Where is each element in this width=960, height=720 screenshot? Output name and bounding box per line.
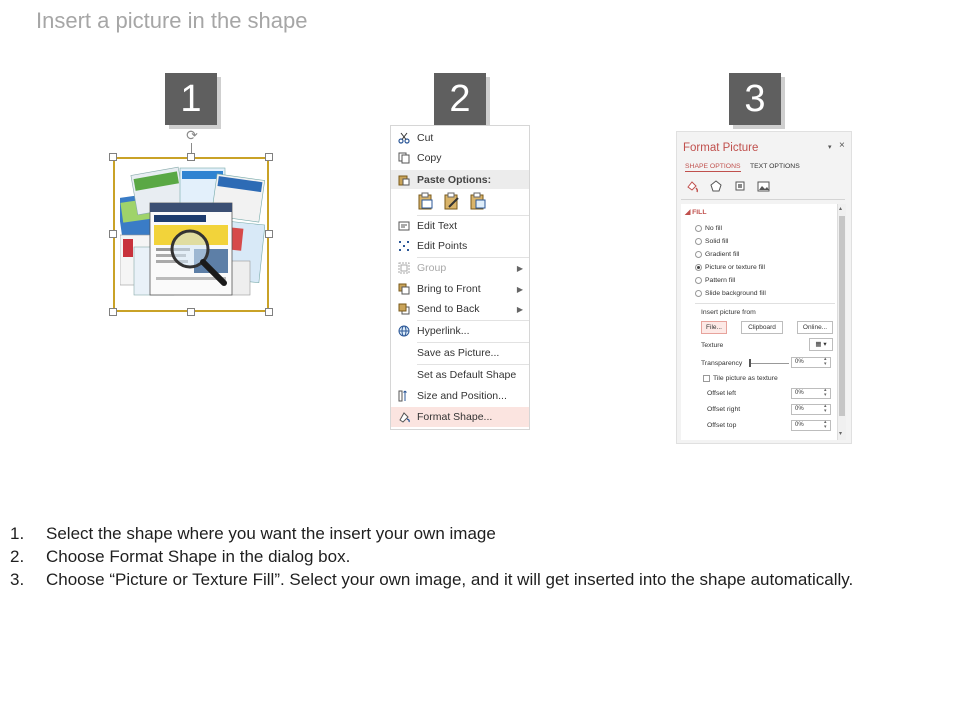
menu-item-bring-to-front[interactable] [391, 279, 529, 299]
submenu-arrow-icon: ▶ [516, 304, 524, 314]
pane-scrollbar[interactable] [837, 204, 846, 440]
fill-line-icon[interactable] [685, 179, 699, 193]
pane-divider [681, 199, 845, 200]
rotate-handle-icon[interactable]: ⟳ [186, 127, 198, 143]
resize-handle-bottom-left[interactable] [109, 308, 117, 316]
menu-item-group [391, 258, 529, 278]
radio-slide-background-fill[interactable]: Slide background fill [695, 290, 766, 297]
hyperlink-icon [391, 321, 417, 341]
menu-item-label: Hyperlink... [417, 325, 470, 337]
menu-item-label: Bring to Front [417, 283, 481, 295]
copy-icon [391, 148, 417, 168]
menu-item-edit-text[interactable] [391, 216, 529, 236]
pane-title: Format Picture [683, 142, 759, 154]
close-icon[interactable]: × [839, 140, 845, 151]
size-position-icon [391, 386, 417, 406]
menu-item-size-and-position[interactable] [391, 386, 529, 406]
online-button[interactable]: Online... [797, 321, 833, 334]
resize-handle-top[interactable] [187, 153, 195, 161]
submenu-arrow-icon: ▶ [516, 284, 524, 294]
menu-item-label: Edit Text [417, 220, 458, 232]
menu-item-cut[interactable] [391, 128, 529, 148]
tile-picture-label: Tile picture as texture [713, 375, 778, 382]
instruction-number: 1. [10, 523, 25, 543]
offset-left-input[interactable]: 0% ▴▾ [791, 388, 831, 399]
resize-handle-right[interactable] [265, 230, 273, 238]
effects-icon[interactable] [709, 179, 723, 193]
transparency-slider-thumb[interactable] [749, 359, 751, 367]
resize-handle-left[interactable] [109, 230, 117, 238]
instruction-item [10, 522, 950, 545]
instruction-text: Choose “Picture or Texture Fill”. Select your own image, and it will get inserted into the shape automatically. [46, 569, 854, 589]
menu-item-copy[interactable] [391, 148, 529, 168]
format-shape-icon [391, 407, 417, 427]
transparency-slider[interactable] [749, 363, 789, 364]
pane-options-dropdown-icon[interactable]: ▾ [828, 144, 832, 151]
resize-handle-bottom[interactable] [187, 308, 195, 316]
scroll-up-icon[interactable]: ▴ [839, 206, 843, 212]
radio-pattern-fill[interactable]: Pattern fill [695, 277, 735, 284]
transparency-input[interactable]: 0% ▴▾ [791, 357, 831, 368]
paste-option-buttons [417, 192, 487, 213]
radio-solid-fill[interactable]: Solid fill [695, 238, 728, 245]
paste-options-header [391, 170, 529, 189]
menu-item-hyperlink[interactable] [391, 321, 529, 341]
clipboard-button[interactable]: Clipboard [741, 321, 783, 334]
edit-points-icon [391, 236, 417, 256]
instructions-list [10, 522, 950, 591]
texture-swatch-icon: ▦ ▾ [815, 341, 827, 348]
tab-text-options[interactable]: TEXT OPTIONS [750, 163, 800, 170]
offset-right-label: Offset right [707, 406, 741, 413]
texture-label: Texture [701, 342, 724, 349]
radio-gradient-fill[interactable]: Gradient fill [695, 251, 739, 258]
radio-picture-texture-fill[interactable]: Picture or texture fill [695, 264, 765, 271]
instruction-text: Select the shape where you want the insert your own image [46, 523, 496, 543]
instruction-item [10, 545, 950, 568]
resize-handle-top-left[interactable] [109, 153, 117, 161]
menu-item-edit-points[interactable] [391, 236, 529, 256]
group-icon [391, 258, 417, 278]
step-badge-2: 2 [434, 73, 486, 125]
radio-no-fill[interactable]: No fill [695, 225, 722, 232]
menu-item-label: Cut [417, 132, 434, 144]
tab-shape-options[interactable]: SHAPE OPTIONS [685, 163, 741, 170]
send-back-icon [391, 299, 417, 319]
paste-picture-icon[interactable] [469, 192, 487, 213]
fill-section-header[interactable]: ◢ FILL [685, 209, 707, 216]
scroll-down-icon[interactable]: ▾ [839, 431, 843, 437]
submenu-arrow-icon: ▶ [516, 263, 524, 273]
format-picture-pane [676, 131, 852, 444]
menu-item-label: Format Shape... [417, 411, 493, 423]
instruction-text: Choose Format Shape in the dialog box. [46, 546, 351, 566]
menu-item-label: Group [417, 262, 447, 274]
menu-item-set-default-shape[interactable] [391, 365, 529, 385]
paste-keep-formatting-icon[interactable] [417, 192, 435, 213]
collapse-arrow-icon: ◢ [685, 209, 693, 216]
instruction-number: 3. [10, 569, 25, 589]
menu-item-label: Send to Back [417, 303, 480, 315]
instruction-number: 2. [10, 546, 25, 566]
paste-icon [391, 174, 417, 186]
menu-item-send-to-back[interactable] [391, 299, 529, 319]
step-badge-3: 3 [729, 73, 781, 125]
edit-text-icon [391, 216, 417, 236]
resize-handle-bottom-right[interactable] [265, 308, 273, 316]
transparency-label: Transparency [701, 360, 743, 367]
resize-handle-top-right[interactable] [265, 153, 273, 161]
context-menu [390, 125, 530, 430]
scrollbar-thumb[interactable] [839, 216, 845, 416]
step-badge-1: 1 [165, 73, 217, 125]
menu-item-label: Save as Picture... [417, 347, 500, 359]
offset-top-label: Offset top [707, 422, 737, 429]
paste-merge-formatting-icon[interactable] [443, 192, 461, 213]
file-button[interactable]: File... [701, 321, 727, 334]
offset-right-input[interactable]: 0% ▴▾ [791, 404, 831, 415]
slide-title: Insert a picture in the shape [36, 8, 308, 33]
instruction-item [10, 568, 950, 591]
texture-dropdown[interactable] [809, 338, 833, 351]
offset-top-input[interactable]: 0% ▴▾ [791, 420, 831, 431]
menu-item-label: Set as Default Shape [417, 369, 517, 381]
offset-left-label: Offset left [707, 390, 736, 397]
menu-item-label: Edit Points [417, 240, 468, 252]
menu-item-format-shape[interactable] [391, 407, 529, 427]
website-collage-image [120, 165, 265, 305]
insert-picture-from-label: Insert picture from [701, 309, 756, 316]
tile-picture-checkbox[interactable] [703, 375, 710, 382]
menu-item-label: Copy [417, 152, 442, 164]
menu-item-save-as-picture[interactable] [391, 343, 529, 363]
size-properties-icon[interactable] [733, 179, 747, 193]
paste-options-label: Paste Options: [417, 173, 492, 186]
fill-section [681, 204, 837, 440]
scissors-icon [391, 128, 417, 148]
menu-item-label: Size and Position... [417, 390, 507, 402]
bring-front-icon [391, 279, 417, 299]
picture-icon[interactable] [756, 179, 770, 193]
